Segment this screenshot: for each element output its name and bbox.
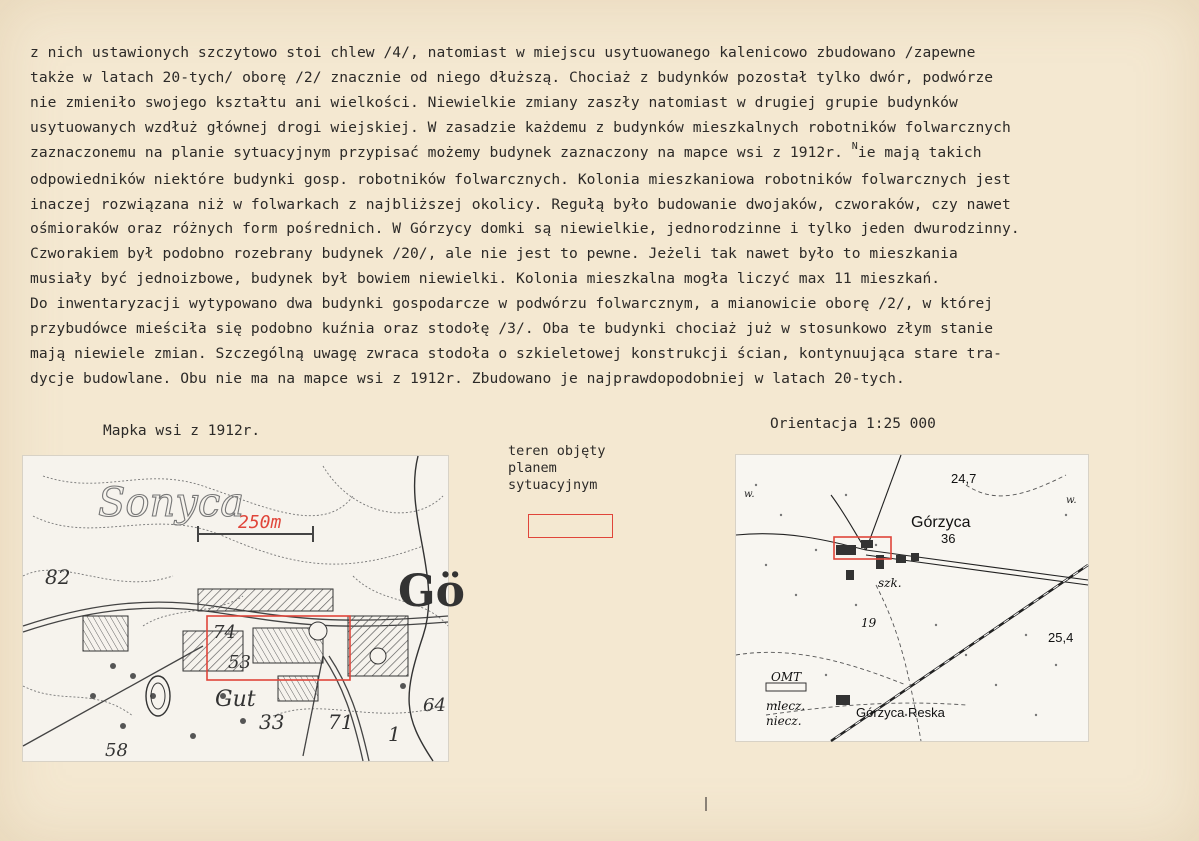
map-label-58: 58 (105, 740, 128, 761)
left-map-caption: Mapka wsi z 1912r. (103, 423, 261, 439)
map-label-82: 82 (45, 565, 71, 589)
map-label-elevation-2: 25,4 (1048, 630, 1074, 645)
map-label-64: 64 (423, 695, 446, 716)
map-label-gut: Gut (215, 687, 256, 712)
legend-label (508, 443, 606, 494)
map-label-w: w. (744, 489, 755, 500)
map-label-go: Gö (398, 566, 465, 617)
legend-line: sytuacyjnym (508, 477, 598, 493)
text-line: Do inwentaryzacji wytypowano dwa budynki gospodarcze w podwórzu folwarcznym, a mianowicie oborę /2/, w której (30, 295, 994, 313)
text-line: ośmioraków oraz różnych form pośrednich. W Górzycy domki są niewielkie, jednorodzinne i tylko jeden dwurodzinny. (30, 220, 1020, 238)
text-line-part: ie mają takich (857, 143, 982, 161)
text-line: mają niewiele zmian. Szczególną uwagę zwraca stodoła o szkieletowej konstrukcji ścian, kontynuująca stare tra- (30, 344, 1002, 362)
legend-line: teren objęty (508, 443, 606, 459)
text-line: inaczej rozwiązana niż w folwarkach z najbliższej okolicy. Regułą było budowanie dwojaków, czworaków, czy nawet (30, 195, 1011, 213)
map-label-reska: Górzyca Reska (856, 705, 945, 720)
text-line: odpowiedników niektóre budynki gosp. robotników folwarcznych. Kolonia mieszkaniowa robotników folwarcznych jest (30, 170, 1011, 188)
text-line: przybudówce mieściła się podobno kuźnia oraz stodołę /3/. Oba te budynki chociaż już w stosunkowo złym stanie (30, 320, 994, 338)
map-label-36: 36 (941, 531, 956, 546)
map-label-71: 71 (328, 710, 354, 734)
map-label-town: Górzyca (911, 514, 971, 531)
text-line-with-superscript (30, 141, 1170, 168)
right-map-caption: Orientacja 1:25 000 (770, 416, 936, 432)
map-label-szk: szk. (878, 576, 902, 590)
map-label-1: 1 (388, 722, 401, 746)
legend-line: planem (508, 460, 557, 476)
legend-swatch (528, 514, 613, 538)
historical-map-1912 (22, 455, 465, 762)
map-label-place: Sonyca (98, 480, 245, 526)
historical-map-drawing (23, 456, 465, 761)
map-label-19: 19 (861, 616, 877, 630)
map-label-mlecz: mlecz. (766, 699, 806, 713)
text-line: musiały być jednoizbowe, budynek był bowiem niewielki. Kolonia mieszkalna mogła liczyć max 11 mieszkań. (30, 270, 941, 288)
superscript-n: N (851, 140, 858, 152)
orientation-map (735, 454, 1089, 742)
map-label-elevation: 24,7 (951, 471, 977, 486)
text-line: także w latach 20-tych/ oborę /2/ znacznie od niego dłuższą. Chociaż z budynków pozostał tylko dwór, podwórze (30, 69, 994, 86)
map-label-niecz: niecz. (766, 714, 802, 728)
map-scale-label: 250m (238, 512, 282, 533)
text-line: usytuowanych wzdłuż głównej drogi wiejskiej. W zasadzie każdemu z budynków mieszkalnych robotników folwarcznych (30, 118, 1011, 136)
map-label-33: 33 (259, 710, 285, 734)
text-line: dycje budowlane. Obu nie ma na mapce wsi z 1912r. Zbudowano je najprawdopodobniej w latach 20-tych. (30, 369, 905, 387)
map-label-53: 53 (228, 652, 251, 673)
text-line: Czworakiem był podobno rozebrany budynek /20/, ale nie jest to pewne. Jeżeli tak nawet było to mieszkania (30, 245, 958, 263)
pencil-mark (705, 797, 707, 811)
map-label-74: 74 (213, 622, 236, 643)
text-line: nie zmieniło swojego kształtu ani wielkości. Niewielkie zmiany zaszły natomiast w drugiej grupie budynków (30, 93, 958, 111)
text-line-part: zaznaczonemu na planie sytuacyjnym przypisać możemy budynek zaznaczony na mapce wsi z 1912r. (30, 143, 843, 161)
map-label-omt: OMT (771, 670, 802, 684)
text-line: z nich ustawionych szczytowo stoi chlew /4/, natomiast w miejscu usytuowanego kalenicowo zbudowano /zapewne (30, 44, 976, 61)
orientation-map-drawing (736, 455, 1088, 741)
map-label-w: w. (1066, 495, 1077, 506)
body-text (30, 40, 1170, 392)
